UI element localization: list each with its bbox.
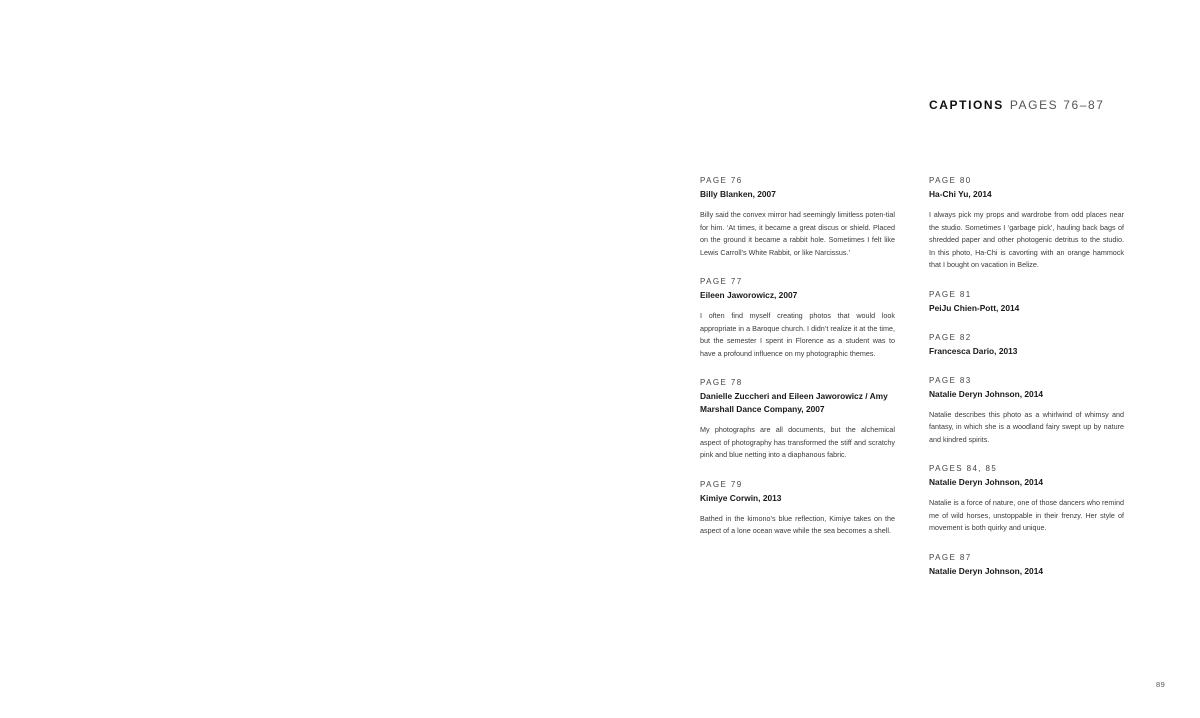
caption-entry bbox=[929, 463, 1124, 535]
caption-entry bbox=[700, 479, 895, 538]
caption-body: Billy said the convex mirror had seemingly limitless poten-tial for him. ‘At times, it became a great discus or shield. Placed on the ground it became a rabbit hole. Sometimes I felt like Lewis Carroll’s White Rabbit, or like Narcissus.’ bbox=[700, 210, 895, 257]
caption-page-label: PAGE 80 bbox=[929, 176, 972, 185]
caption-entry bbox=[929, 552, 1124, 578]
caption-title: Natalie Deryn Johnson, 2014 bbox=[929, 565, 1044, 576]
caption-entry bbox=[700, 175, 895, 259]
caption-page-label: PAGE 76 bbox=[700, 176, 743, 185]
caption-column-left bbox=[700, 175, 895, 555]
caption-title: Francesca Dario, 2013 bbox=[929, 345, 1018, 356]
caption-title: Natalie Deryn Johnson, 2014 bbox=[929, 477, 1044, 487]
caption-entry bbox=[700, 276, 895, 360]
caption-title: Natalie Deryn Johnson, 2014 bbox=[929, 388, 1044, 399]
caption-body: I always pick my props and wardrobe from odd places near the studio. Sometimes I ‘garbage pick’, hauling back bags of shredded paper and other photogenic detritus to the studio. In this photo, Ha-Chi is cavorting with an orange hammock that I bought on vacation in Belize. bbox=[929, 210, 1124, 269]
caption-body: My photographs are all documents, but the alchemical aspect of photography has transformed the stiff and scratchy pink and blue netting into a diaphanous fabric. bbox=[700, 425, 895, 459]
caption-entry bbox=[700, 377, 895, 462]
caption-body: Natalie is a force of nature, one of those dancers who remind me of wild horses, unstoppable in their frenzy. Her style of movement is both quirky and unique. bbox=[929, 498, 1124, 532]
caption-page-label: PAGE 82 bbox=[929, 332, 972, 342]
caption-title: Kimiye Corwin, 2013 bbox=[700, 492, 782, 503]
caption-body: Bathed in the kimono’s blue reflection, Kimiye takes on the aspect of a lone ocean wave while the sea becomes a shell. bbox=[700, 513, 895, 535]
caption-title: Eileen Jaworowicz, 2007 bbox=[700, 290, 798, 300]
caption-body: Natalie describes this photo as a whirlwind of whimsy and fantasy, in which she is a woodland fairy swept up by nature and kindred spirits. bbox=[929, 409, 1124, 444]
caption-entry bbox=[929, 175, 1124, 272]
caption-column-right bbox=[929, 175, 1124, 595]
heading-page-range: PAGES 76–87 bbox=[1009, 98, 1105, 112]
page-number: 89 bbox=[1156, 680, 1166, 689]
caption-page-label: PAGE 87 bbox=[929, 552, 972, 562]
caption-body: I often find myself creating photos that would look appropriate in a Baroque church. I didn’t realize it at the time, but the semester I spent in Florence as a student was to have a profound influence on my photographic themes. bbox=[700, 311, 895, 358]
caption-title: Ha-Chi Yu, 2014 bbox=[929, 189, 992, 199]
caption-title: Danielle Zuccheri and Eileen Jaworowicz / Amy Marshall Dance Company, 2007 bbox=[700, 391, 888, 414]
caption-page-label: PAGE 83 bbox=[929, 375, 972, 385]
caption-page-label: PAGE 78 bbox=[700, 378, 743, 387]
caption-title: PeiJu Chien-Pott, 2014 bbox=[929, 302, 1020, 313]
page-heading bbox=[929, 97, 1105, 113]
caption-entry bbox=[929, 289, 1124, 315]
caption-page-label: PAGES 84, 85 bbox=[929, 464, 998, 473]
heading-title: CAPTIONS bbox=[929, 98, 1004, 112]
caption-page-label: PAGE 79 bbox=[700, 479, 743, 489]
caption-page-label: PAGE 77 bbox=[700, 277, 743, 286]
caption-entry bbox=[929, 332, 1124, 358]
caption-entry bbox=[929, 375, 1124, 447]
caption-page-label: PAGE 81 bbox=[929, 289, 972, 299]
caption-title: Billy Blanken, 2007 bbox=[700, 189, 776, 199]
